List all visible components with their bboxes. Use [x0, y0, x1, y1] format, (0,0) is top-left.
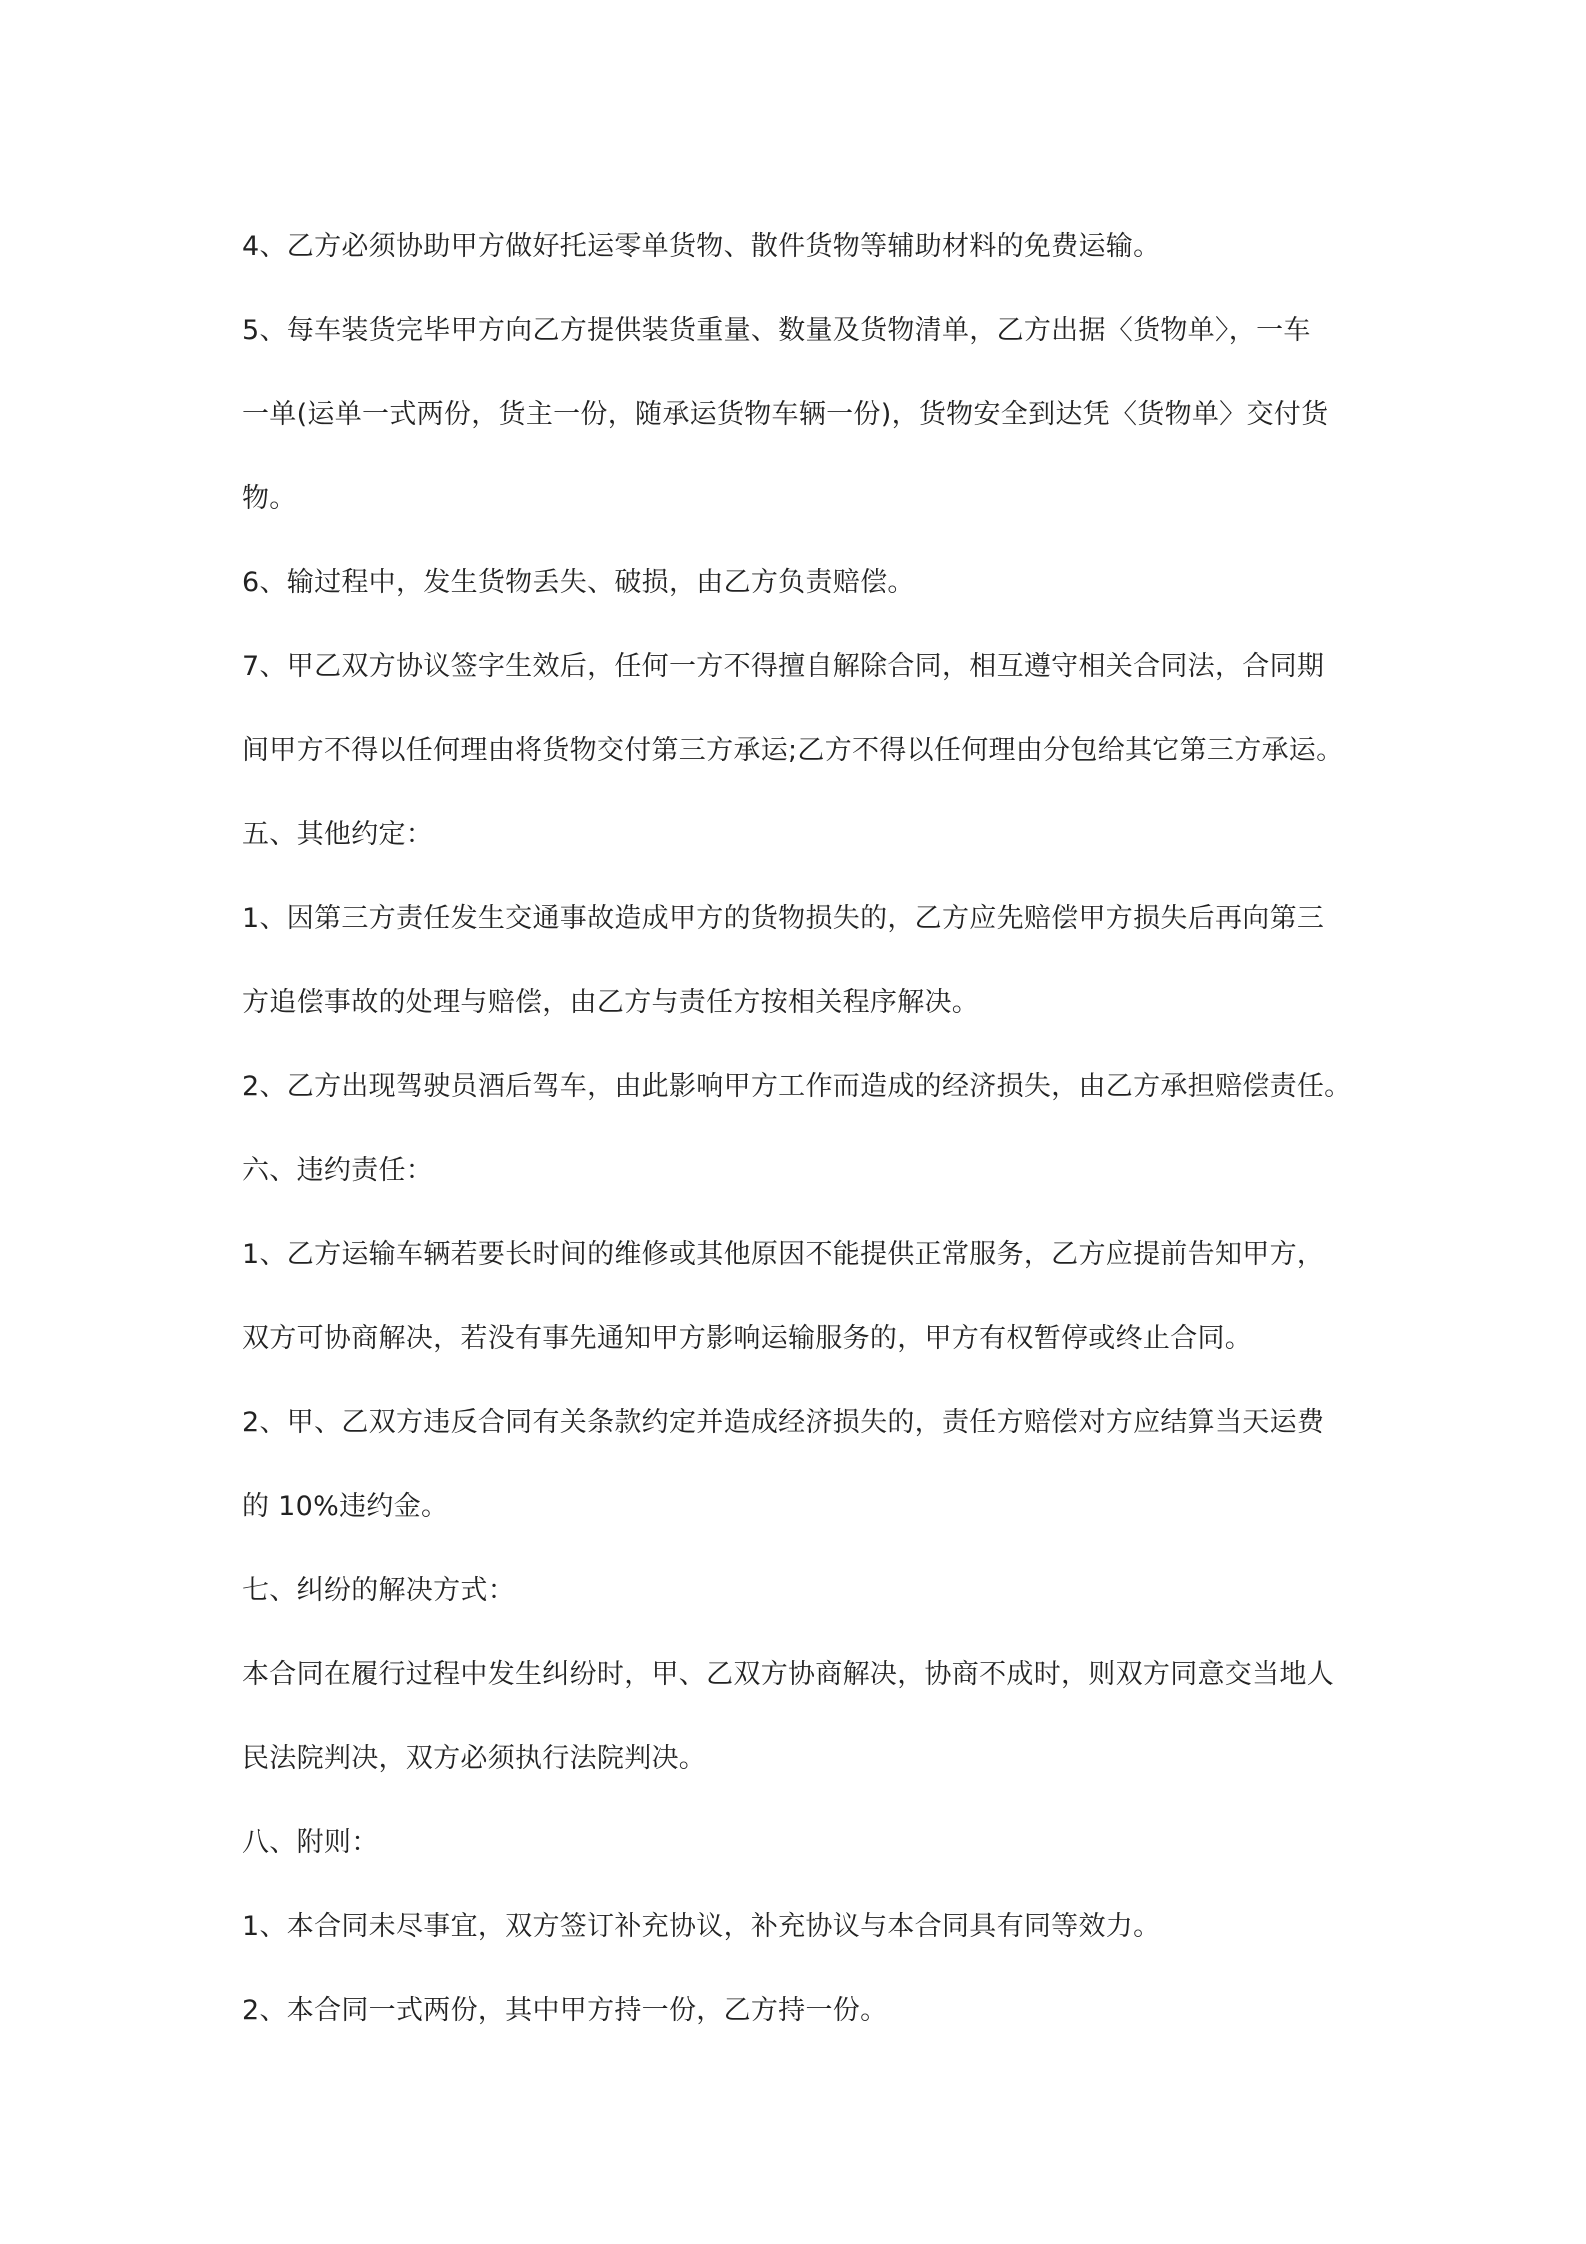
section-5-clause-1-line-2: 方追偿事故的处理与赔偿，由乙方与责任方按相关程序解决。 [242, 987, 980, 1018]
section-8-heading: 八、附则： [242, 1827, 379, 1858]
section-5-clause-1-line-1: 1、因第三方责任发生交通事故造成甲方的货物损失的，乙方应先赔偿甲方损失后再向第三 [242, 903, 1325, 934]
section-5-clause-2-line: 2、乙方出现驾驶员酒后驾车，由此影响甲方工作而造成的经济损失，由乙方承担赔偿责任。 [242, 1071, 1352, 1102]
clause-4-line: 4、乙方必须协助甲方做好托运零单货物、散件货物等辅助材料的免费运输。 [242, 231, 1161, 262]
section-5-heading: 五、其他约定： [242, 819, 434, 850]
section-7-heading: 七、纠纷的解决方式： [242, 1575, 515, 1606]
clause-7-line-2: 间甲方不得以任何理由将货物交付第三方承运;乙方不得以任何理由分包给其它第三方承运。 [242, 735, 1344, 766]
clause-5-line-1: 5、每车装货完毕甲方向乙方提供装货重量、数量及货物清单，乙方出据〈货物单〉，一车 [242, 315, 1311, 346]
section-6-clause-2-line-2: 的 10%违约金。 [242, 1491, 449, 1522]
clause-5-line-2: 一单(运单一式两份，货主一份，随承运货物车辆一份)，货物安全到达凭〈货物单〉交付货 [242, 399, 1329, 430]
section-6-clause-2-line-1: 2、甲、乙双方违反合同有关条款约定并造成经济损失的，责任方赔偿对方应结算当天运费 [242, 1407, 1325, 1438]
section-7-text-line-1: 本合同在履行过程中发生纠纷时，甲、乙双方协商解决，协商不成时，则双方同意交当地人 [242, 1659, 1334, 1690]
section-8-clause-2-line: 2、本合同一式两份，其中甲方持一份，乙方持一份。 [242, 1995, 888, 2026]
clause-7-line-1: 7、甲乙双方协议签字生效后，任何一方不得擅自解除合同，相互遵守相关合同法，合同期 [242, 651, 1325, 682]
section-7-text-line-2: 民法院判决，双方必须执行法院判决。 [242, 1743, 707, 1774]
section-6-clause-1-line-2: 双方可协商解决，若没有事先通知甲方影响运输服务的，甲方有权暂停或终止合同。 [242, 1323, 1253, 1354]
clause-6-line: 6、输过程中，发生货物丢失、破损，由乙方负责赔偿。 [242, 567, 915, 598]
clause-5-line-3: 物。 [242, 483, 297, 514]
section-6-heading: 六、违约责任： [242, 1155, 434, 1186]
contract-text-body [242, 205, 1362, 2053]
section-8-clause-1-line: 1、本合同未尽事宜，双方签订补充协议，补充协议与本合同具有同等效力。 [242, 1911, 1161, 1942]
section-6-clause-1-line-1: 1、乙方运输车辆若要长时间的维修或其他原因不能提供正常服务，乙方应提前告知甲方， [242, 1239, 1325, 1270]
